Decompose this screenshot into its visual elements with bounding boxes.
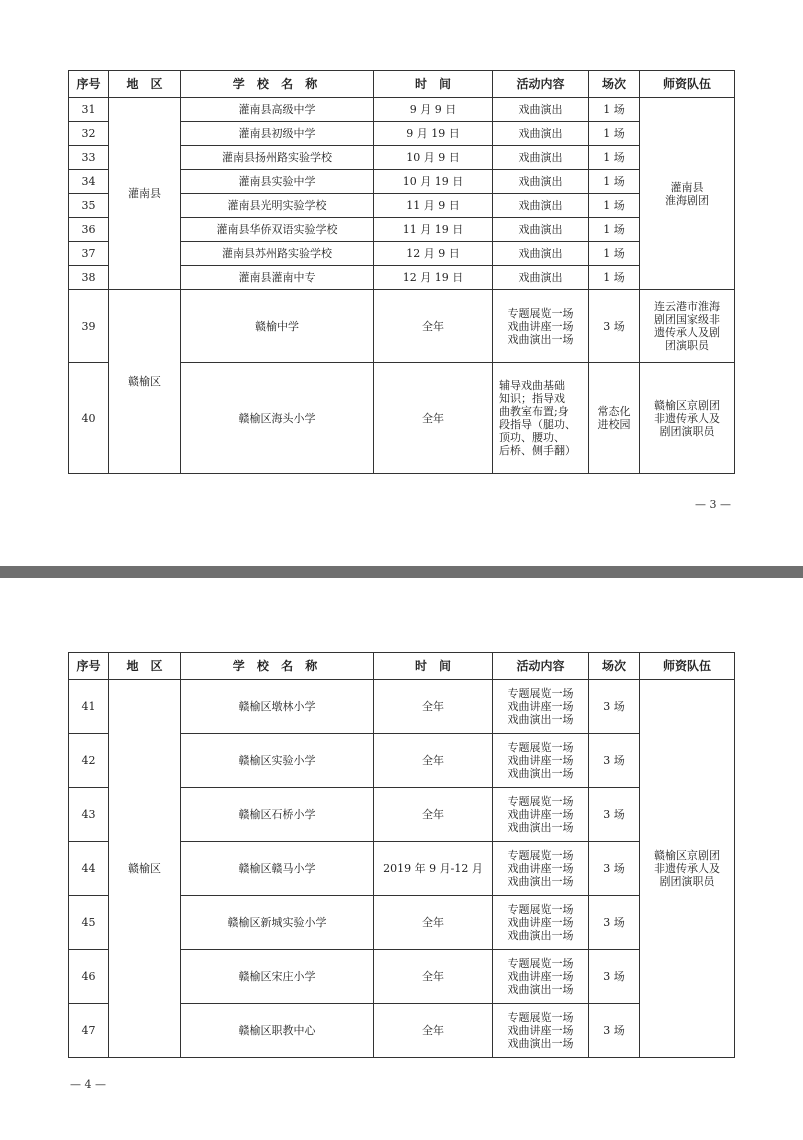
cell-activity: 戏曲演出 [493, 98, 589, 122]
cell-seq: 40 [69, 363, 109, 474]
cell-time: 9 月 19 日 [374, 122, 493, 146]
header-teachers: 师资队伍 [640, 653, 735, 680]
cell-time: 12 月 19 日 [374, 266, 493, 290]
page-separator [0, 566, 803, 578]
cell-activity: 专题展览一场 戏曲讲座一场 戏曲演出一场 [493, 1004, 589, 1058]
cell-time: 全年 [374, 363, 493, 474]
cell-time: 全年 [374, 734, 493, 788]
cell-activity: 戏曲演出 [493, 170, 589, 194]
cell-seq: 31 [69, 98, 109, 122]
cell-school: 赣榆区新城实验小学 [181, 896, 374, 950]
cell-time: 全年 [374, 950, 493, 1004]
cell-time: 10 月 9 日 [374, 146, 493, 170]
cell-count: 3 场 [589, 842, 640, 896]
cell-activity: 专题展览一场 戏曲讲座一场 戏曲演出一场 [493, 290, 589, 363]
cell-school: 灌南县初级中学 [181, 122, 374, 146]
cell-count: 3 场 [589, 290, 640, 363]
cell-seq: 39 [69, 290, 109, 363]
cell-activity: 戏曲演出 [493, 194, 589, 218]
cell-seq: 43 [69, 788, 109, 842]
cell-school: 赣榆区赣马小学 [181, 842, 374, 896]
cell-seq: 47 [69, 1004, 109, 1058]
cell-seq: 33 [69, 146, 109, 170]
cell-count: 3 场 [589, 680, 640, 734]
header-count: 场次 [589, 71, 640, 98]
schedule-table-page-3 [68, 70, 735, 474]
cell-time: 10 月 19 日 [374, 170, 493, 194]
cell-seq: 35 [69, 194, 109, 218]
table-row [69, 98, 735, 122]
header-time: 时 间 [374, 71, 493, 98]
header-count: 场次 [589, 653, 640, 680]
cell-teachers-guannan: 灌南县 淮海剧团 [640, 98, 735, 290]
cell-school: 赣榆区墩林小学 [181, 680, 374, 734]
cell-count: 1 场 [589, 146, 640, 170]
cell-activity: 戏曲演出 [493, 122, 589, 146]
cell-time: 11 月 19 日 [374, 218, 493, 242]
cell-school: 赣榆区石桥小学 [181, 788, 374, 842]
page-number: — 3 — [695, 498, 731, 511]
cell-time: 全年 [374, 896, 493, 950]
cell-region-ganyu: 赣榆区 [109, 290, 181, 474]
page-number: — 4 — [70, 1078, 106, 1091]
cell-school: 灌南县华侨双语实验学校 [181, 218, 374, 242]
cell-time: 全年 [374, 290, 493, 363]
cell-time: 全年 [374, 788, 493, 842]
header-school: 学 校 名 称 [181, 653, 374, 680]
header-seq: 序号 [69, 71, 109, 98]
cell-count: 3 场 [589, 788, 640, 842]
header-teachers: 师资队伍 [640, 71, 735, 98]
cell-school: 灌南县光明实验学校 [181, 194, 374, 218]
cell-count: 1 场 [589, 98, 640, 122]
cell-count: 3 场 [589, 734, 640, 788]
cell-seq: 34 [69, 170, 109, 194]
cell-seq: 41 [69, 680, 109, 734]
cell-time: 12 月 9 日 [374, 242, 493, 266]
cell-teachers-40: 赣榆区京剧团 非遗传承人及 剧团演职员 [640, 363, 735, 474]
cell-count: 1 场 [589, 170, 640, 194]
cell-activity: 专题展览一场 戏曲讲座一场 戏曲演出一场 [493, 896, 589, 950]
table-header-row [69, 653, 735, 680]
cell-activity: 专题展览一场 戏曲讲座一场 戏曲演出一场 [493, 734, 589, 788]
header-school: 学 校 名 称 [181, 71, 374, 98]
cell-school: 灌南县高级中学 [181, 98, 374, 122]
header-region: 地 区 [109, 71, 181, 98]
table-header-row [69, 71, 735, 98]
cell-seq: 37 [69, 242, 109, 266]
cell-teachers-39: 连云港市淮海 剧团国家级非 遗传承人及剧 团演职员 [640, 290, 735, 363]
cell-teachers-ganyu: 赣榆区京剧团 非遗传承人及 剧团演职员 [640, 680, 735, 1058]
cell-count: 1 场 [589, 194, 640, 218]
cell-count: 3 场 [589, 950, 640, 1004]
cell-school: 赣榆区职教中心 [181, 1004, 374, 1058]
cell-count: 3 场 [589, 1004, 640, 1058]
cell-activity: 专题展览一场 戏曲讲座一场 戏曲演出一场 [493, 788, 589, 842]
cell-count: 1 场 [589, 242, 640, 266]
cell-count: 1 场 [589, 122, 640, 146]
cell-seq: 44 [69, 842, 109, 896]
cell-region-guannan: 灌南县 [109, 98, 181, 290]
cell-seq: 32 [69, 122, 109, 146]
cell-activity: 戏曲演出 [493, 218, 589, 242]
cell-school: 赣榆区实验小学 [181, 734, 374, 788]
table-row [69, 680, 735, 734]
cell-time: 全年 [374, 680, 493, 734]
cell-activity: 戏曲演出 [493, 266, 589, 290]
cell-activity: 戏曲演出 [493, 242, 589, 266]
cell-activity: 戏曲演出 [493, 146, 589, 170]
header-time: 时 间 [374, 653, 493, 680]
cell-activity: 辅导戏曲基础 知识；指导戏 曲教室布置;身 段指导（腿功、 顶功、腰功、 后桥、侧手翻） [493, 363, 589, 474]
cell-activity: 专题展览一场 戏曲讲座一场 戏曲演出一场 [493, 680, 589, 734]
table-row [69, 290, 735, 363]
cell-school: 赣榆区海头小学 [181, 363, 374, 474]
cell-activity: 专题展览一场 戏曲讲座一场 戏曲演出一场 [493, 842, 589, 896]
cell-activity: 专题展览一场 戏曲讲座一场 戏曲演出一场 [493, 950, 589, 1004]
cell-seq: 42 [69, 734, 109, 788]
cell-count: 1 场 [589, 218, 640, 242]
header-seq: 序号 [69, 653, 109, 680]
cell-region-ganyu: 赣榆区 [109, 680, 181, 1058]
header-activity: 活动内容 [493, 653, 589, 680]
cell-count: 常态化 进校园 [589, 363, 640, 474]
cell-school: 灌南县扬州路实验学校 [181, 146, 374, 170]
cell-seq: 45 [69, 896, 109, 950]
cell-school: 赣榆区宋庄小学 [181, 950, 374, 1004]
page-3 [0, 0, 803, 568]
cell-seq: 46 [69, 950, 109, 1004]
header-region: 地 区 [109, 653, 181, 680]
cell-time: 2019 年 9 月-12 月 [374, 842, 493, 896]
schedule-table-page-4 [68, 652, 735, 1058]
cell-count: 1 场 [589, 266, 640, 290]
cell-time: 9 月 9 日 [374, 98, 493, 122]
cell-school: 灌南县灌南中专 [181, 266, 374, 290]
cell-school: 灌南县苏州路实验学校 [181, 242, 374, 266]
cell-school: 灌南县实验中学 [181, 170, 374, 194]
cell-seq: 38 [69, 266, 109, 290]
cell-school: 赣榆中学 [181, 290, 374, 363]
cell-time: 全年 [374, 1004, 493, 1058]
cell-count: 3 场 [589, 896, 640, 950]
cell-time: 11 月 9 日 [374, 194, 493, 218]
cell-seq: 36 [69, 218, 109, 242]
header-activity: 活动内容 [493, 71, 589, 98]
